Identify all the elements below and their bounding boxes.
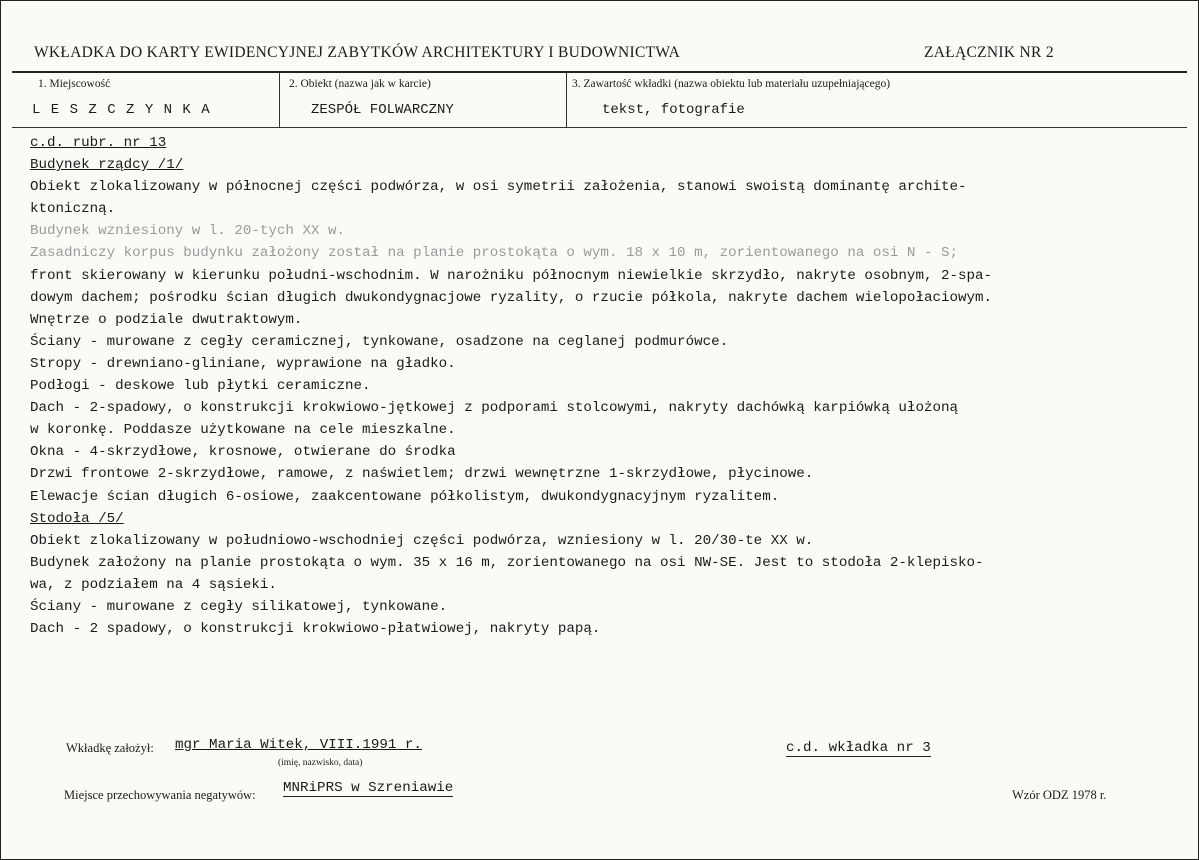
form-title: WKŁADKA DO KARTY EWIDENCYJNEJ ZABYTKÓW ARCHITEKTURY I BUDOWNICTWA [34,44,681,61]
continuation-ref: c.d. wkładka nr 3 [786,740,931,756]
field-label-contents: 3. Zawartość wkładki (nazwa obiektu lub materiału uzupełniającego) [572,78,891,90]
text-line: Stropy - drewniano-gliniane, wyprawione na gładko. [30,355,456,372]
field-value-contents: tekst, fotografie [602,102,745,118]
field-label-locality: 1. Miejscowość [38,78,111,90]
field-value-locality: L E S Z C Z Y N K A [32,102,211,118]
negatives-storage-value: MNRiPRS w Szreniawie [283,780,454,796]
text-line: Drzwi frontowe 2-skrzydłowe, ramowe, z naświetlem; drzwi wewnętrzne 1-skrzydłowe, płycinowe. [30,466,814,483]
section-heading-barn: Stodoła /5/ [30,510,124,527]
section-heading-steward-house: Budynek rządcy /1/ [30,157,184,174]
header-rule [12,71,1187,73]
text-line: Budynek założony na planie prostokąta o wym. 35 x 16 m, zorientowanego na osi NW-SE. Jest to stodoła 2-klepisko- [30,554,984,571]
text-line: Ściany - murowane z cegły silikatowej, tynkowane. [30,598,448,615]
text-line: Obiekt zlokalizowany w południowo-wschodniej części podwórza, wzniesiony w l. 20/30-te XX w. [30,532,814,549]
text-line: dowym dachem; pośrodku ścian długich dwukondygnacjowe ryzality, o rzucie półkola, nakryte dachem wielopołaciowym. [30,289,993,306]
field-value-object: ZESPÓŁ FOLWARCZNY [311,102,454,118]
prepared-by-note: (imię, nazwisko, data) [278,758,363,768]
text-line: ktoniczną. [30,201,116,218]
text-line: Wnętrze o podziale dwutraktowym. [30,311,303,328]
text-line: Ściany - murowane z cegły ceramicznej, tynkowane, osadzone na ceglanej podmurówce. [30,333,729,350]
text-line: front skierowany w kierunku południ-wschodnim. W narożniku północnym niewielkie skrzydło, nakryte osobnym, 2-spa- [30,267,993,284]
text-line: Dach - 2-spadowy, o konstrukcji krokwiowo-jętkowej z podporami stolcowymi, nakryty dachówką karpiówką ułożoną [30,400,959,417]
fields-bottom-rule [12,127,1187,128]
description-body [30,132,1180,640]
text-line: Obiekt zlokalizowany w północnej części podwórza, w osi symetrii założenia, stanowi swoistą dominantę archite- [30,179,967,196]
text-line-faded: Budynek wzniesiony w l. 20-tych XX w. [30,223,346,240]
attachment-number: ZAŁĄCZNIK NR 2 [924,44,1054,61]
prepared-by-label: Wkładkę założył: [66,741,154,755]
text-line: Okna - 4-skrzydłowe, krosnowe, otwierane do środka [30,444,456,461]
prepared-by-value: mgr Maria Witek, VIII.1991 r. [175,737,422,753]
field-divider [566,73,567,127]
text-line: Elewacje ścian długich 6-osiowe, zaakcentowane półkolistym, dwukondygnacyjnym ryzalitem. [30,488,780,505]
text-line-faded: Zasadniczy korpus budynku założony został na planie prostokąta o wym. 18 x 10 m, zorientowanego na osi N - S; [30,245,959,262]
text-line: Dach - 2 spadowy, o konstrukcji krokwiowo-płatwiowej, nakryty papą. [30,621,601,638]
text-line: Podłogi - deskowe lub płytki ceramiczne. [30,378,371,395]
field-divider [279,73,280,127]
text-line: w koronkę. Poddasze użytkowane na cele mieszkalne. [30,422,456,439]
continuation-heading: c.d. rubr. nr 13 [30,135,167,151]
text-line: wa, z podziałem na 4 sąsieki. [30,576,277,593]
negatives-storage-label: Miejsce przechowywania negatywów: [64,788,256,802]
field-label-object: 2. Obiekt (nazwa jak w karcie) [289,78,431,90]
form-template-id: Wzór ODZ 1978 r. [1012,788,1107,802]
